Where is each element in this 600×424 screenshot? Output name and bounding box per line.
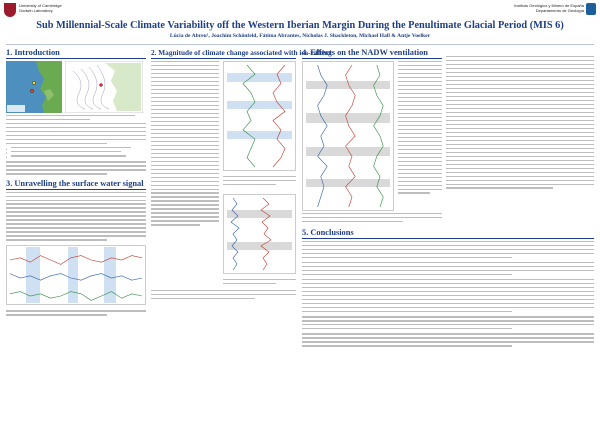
intro-bullets [6,147,146,160]
ice-rafting-caption-1 [223,176,296,185]
ice-rafting-caption-2 [223,279,296,284]
ice-rafting-figures [223,61,296,287]
ice-rafting-figure-1 [223,61,296,171]
igme-mark-icon [586,3,596,15]
intro-heading: 1. Introduction [6,48,146,59]
poster-authors: Lúcia de Abreu¹, Joachim Schönfeld, Fátima Abrantes, Nicholas J. Shackleton, Michael Hall & Antje Voelker [169,33,431,39]
location-map [6,61,62,113]
conclusions-text [302,241,594,347]
nadw-text-right [446,56,594,189]
poster-header [0,0,600,52]
ice-rafting-text [151,61,219,287]
left-logo-text: University of Cambridge Godwin Laboratory [19,3,62,13]
upwelling-caption [6,310,146,315]
nadw-heading: 4. Effects on the NADW ventilation [302,48,442,59]
intro-text-2 [6,161,146,174]
bathymetry-map [65,61,143,113]
column-1 [6,48,146,318]
ice-rafting-footnote [151,290,296,299]
upwelling-figure [6,245,146,305]
header-divider [6,44,594,45]
conclusions-section [302,228,594,349]
poster-title: Sub Millennial-Scale Climate Variability off the Western Iberian Margin During the Penultimate Glacial Period (MIS 6) [36,20,564,31]
nadw-figure [302,61,394,211]
nadw-row [302,61,442,211]
nadw-caption [302,213,442,222]
column-3 [302,48,442,225]
intro-figure-row [6,61,146,113]
intro-caption [6,115,146,120]
upwelling-text [6,192,146,241]
nadw-text [398,61,442,211]
upwelling-heading: 3. Unravelling the surface water signal [6,179,146,190]
intro-text [6,123,146,144]
conclusions-heading: 5. Conclusions [302,228,594,239]
ice-rafting-heading: 2. Magnitude of climate change associated with ice-rafting [151,48,332,57]
crest-icon [4,3,16,17]
column-4 [446,56,594,191]
ice-rafting-figure-2 [223,194,296,274]
ice-rafting-row [151,61,296,287]
right-logo-text: Instituto Geológico y Minero de España Departamento de Geología [514,3,584,13]
